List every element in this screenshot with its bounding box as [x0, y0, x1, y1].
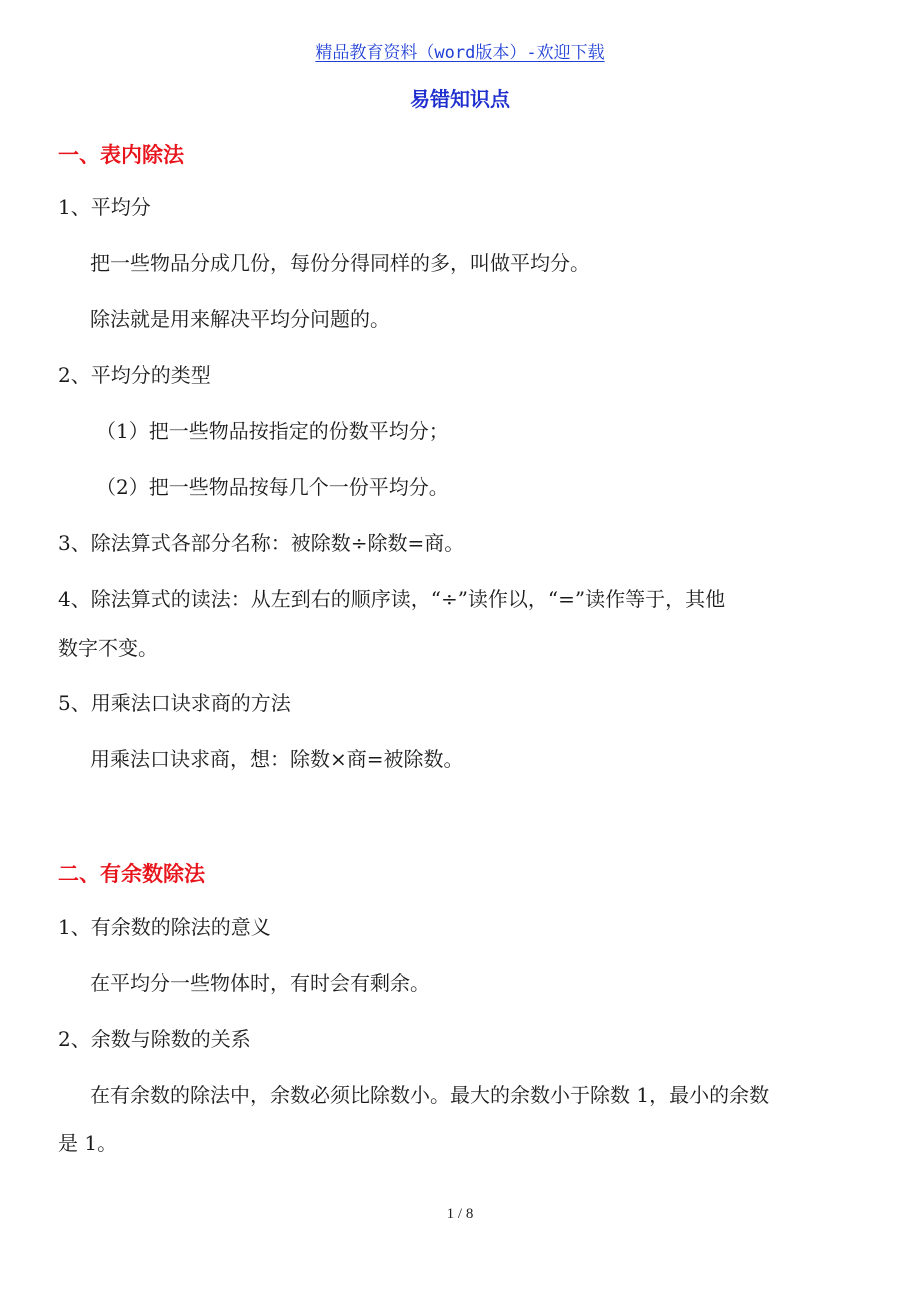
s2-item-2-line-1: 在有余数的除法中，余数必须比除数小。最大的余数小于除数 1，最小的余数 [90, 1083, 770, 1107]
s1-item-1-title: 1、平均分 [58, 195, 151, 219]
s1-item-3: 3、除法算式各部分名称：被除数÷除数=商。 [58, 531, 465, 555]
page-number: 1 / 8 [446, 1206, 474, 1222]
s1-item-1-paragraph-2: 除法就是用来解决平均分问题的。 [90, 307, 390, 331]
s2-item-1-title: 1、有余数的除法的意义 [58, 915, 271, 939]
s1-item-5-paragraph-1: 用乘法口诀求商，想：除数×商=被除数。 [90, 747, 464, 771]
s1-item-4-line-1: 4、除法算式的读法：从左到右的顺序读，“÷”读作以，“=”读作等于，其他 [58, 587, 726, 611]
s2-item-2-title: 2、余数与除数的关系 [58, 1027, 251, 1051]
header-download-link[interactable]: 精品教育资料（word版本）-欢迎下载 [315, 43, 605, 63]
document-title: 易错知识点 [410, 87, 510, 111]
s1-item-4-line-2: 数字不变。 [58, 636, 158, 660]
s1-item-1-paragraph-1: 把一些物品分成几份，每份分得同样的多，叫做平均分。 [90, 251, 590, 275]
section-heading-1: 一、表内除法 [58, 143, 184, 167]
s1-item-2-sub-2: （2）把一些物品按每几个一份平均分。 [96, 475, 449, 499]
s2-item-1-paragraph-1: 在平均分一些物体时，有时会有剩余。 [90, 971, 430, 995]
s1-item-2-title: 2、平均分的类型 [58, 363, 211, 387]
s1-item-2-sub-1: （1）把一些物品按指定的份数平均分； [96, 419, 449, 443]
s2-item-2-line-2: 是 1。 [58, 1131, 118, 1155]
s1-item-5-title: 5、用乘法口诀求商的方法 [58, 691, 291, 715]
section-heading-2: 二、有余数除法 [58, 862, 205, 886]
